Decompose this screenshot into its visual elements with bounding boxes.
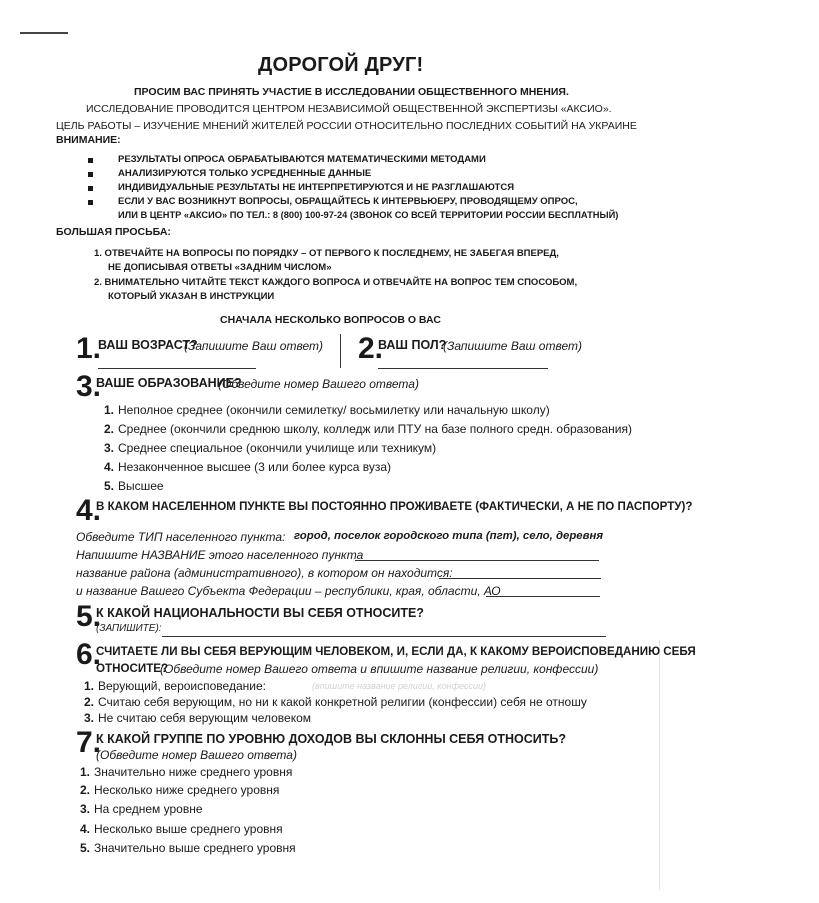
question-title: К КАКОЙ ГРУППЕ ПО УРОВНЮ ДОХОДОВ ВЫ СКЛОННЫ СЕБЯ ОТНОСИТЬ? <box>96 732 567 746</box>
option-text: Незаконченное высшее (3 или более курса вуза) <box>118 460 392 474</box>
question-hint: (Запишите Ваш ответ) <box>184 339 323 353</box>
option-number[interactable]: 5. <box>104 479 115 493</box>
option-text: Среднее специальное (окончили училище или техникум) <box>118 441 437 455</box>
page-title: ДОРОГОЙ ДРУГ! <box>258 54 424 76</box>
question-title-cont: ОТНОСИТЕ? <box>96 662 169 675</box>
option-text: Не считаю себя верующим человеком <box>98 711 312 725</box>
option-text: Считаю себя верующим, но ни к какой конкретной религии (конфессии) себя не отношу <box>98 695 587 709</box>
scan-mark <box>20 32 68 34</box>
question-title: В КАКОМ НАСЕЛЕННОМ ПУНКТЕ ВЫ ПОСТОЯННО ПРОЖИВАЕТЕ (ФАКТИЧЕСКИ, А НЕ ПО ПАСПОРТУ)? <box>96 500 693 513</box>
question-number: 2. <box>358 332 384 365</box>
option-number[interactable]: 4. <box>80 822 91 836</box>
question-number: 5. <box>76 600 102 633</box>
question-divider <box>340 334 341 368</box>
intro-line-2: ИССЛЕДОВАНИЕ ПРОВОДИТСЯ ЦЕНТРОМ НЕЗАВИСИМОЙ ОБЩЕСТВЕННОЙ ЭКСПЕРТИЗЫ «АКСИО». <box>86 103 612 115</box>
question-title: ВАШ ВОЗРАСТ? <box>98 338 198 352</box>
attention-item-1: РЕЗУЛЬТАТЫ ОПРОСА ОБРАБАТЫВАЮТСЯ МАТЕМАТИЧЕСКИМИ МЕТОДАМИ <box>118 154 486 165</box>
scan-edge-line <box>659 640 660 890</box>
settlement-name-field[interactable] <box>355 560 599 561</box>
question-number: 7. <box>76 726 102 759</box>
bullet-icon <box>88 158 93 163</box>
request-item-2: 2. ВНИМАТЕЛЬНО ЧИТАЙТЕ ТЕКСТ КАЖДОГО ВОПРОСА И ОТВЕЧАЙТЕ НА ВОПРОС ТЕМ СПОСОБОМ, <box>94 277 578 288</box>
question-hint: (Обведите номер Вашего ответа) <box>96 748 297 762</box>
option-number[interactable]: 3. <box>104 441 115 455</box>
question-hint: (Обведите номер Вашего ответа) <box>218 377 419 391</box>
question-hint: (Запишите Ваш ответ) <box>443 339 582 353</box>
attention-label: ВНИМАНИЕ: <box>56 134 121 146</box>
option-text: Среднее (окончили среднюю школу, колледж или ПТУ на базе полного средн. образования) <box>118 422 632 436</box>
nationality-field[interactable] <box>162 636 606 637</box>
option-number[interactable]: 2. <box>80 783 91 797</box>
bullet-icon <box>88 200 93 205</box>
option-text: Верующий, вероисповедание: <box>98 679 266 693</box>
option-text: Несколько выше среднего уровня <box>94 822 283 836</box>
question-number: 6. <box>76 638 102 671</box>
bullet-icon <box>88 172 93 177</box>
answer-line[interactable] <box>98 368 256 369</box>
attention-item-4: ЕСЛИ У ВАС ВОЗНИКНУТ ВОПРОСЫ, ОБРАЩАЙТЕСЬ К ИНТЕРВЬЮЕРУ, ПРОВОДЯЩЕМУ ОПРОС, <box>118 196 578 207</box>
question-number: 3. <box>76 370 102 403</box>
option-number[interactable]: 2. <box>84 695 95 709</box>
option-text: Несколько ниже среднего уровня <box>94 783 280 797</box>
option-number[interactable]: 2. <box>104 422 115 436</box>
request-item-1-cont: НЕ ДОПИСЫВАЯ ОТВЕТЫ «ЗАДНИМ ЧИСЛОМ» <box>108 262 332 273</box>
settlement-type-options[interactable]: город, поселок городского типа (пгт), село, деревня <box>294 530 604 542</box>
settlement-type-label: Обведите ТИП населенного пункта: <box>76 530 286 544</box>
question-title: К КАКОЙ НАЦИОНАЛЬНОСТИ ВЫ СЕБЯ ОТНОСИТЕ? <box>96 606 424 620</box>
attention-item-3: ИНДИВИДУАЛЬНЫЕ РЕЗУЛЬТАТЫ НЕ ИНТЕРПРЕТИРУЮТСЯ И НЕ РАЗГЛАШАЮТСЯ <box>118 182 515 193</box>
option-number[interactable]: 3. <box>80 802 91 816</box>
request-item-1: 1. ОТВЕЧАЙТЕ НА ВОПРОСЫ ПО ПОРЯДКУ – ОТ ПЕРВОГО К ПОСЛЕДНЕМУ, НЕ ЗАБЕГАЯ ВПЕРЕД, <box>94 248 559 259</box>
request-item-2-cont: КОТОРЫЙ УКАЗАН В ИНСТРУКЦИИ <box>108 291 275 302</box>
question-title: ВАШЕ ОБРАЗОВАНИЕ? <box>96 376 242 390</box>
option-number[interactable]: 1. <box>80 765 91 779</box>
question-number: 4. <box>76 494 102 527</box>
question-hint: (Обведите номер Вашего ответа и впишите название религии, конфессии) <box>160 662 599 676</box>
option-text: Значительно ниже среднего уровня <box>94 765 293 779</box>
settlement-name-label: Напишите НАЗВАНИЕ этого населенного пункта <box>76 548 364 562</box>
intro-line-1: ПРОСИМ ВАС ПРИНЯТЬ УЧАСТИЕ В ИССЛЕДОВАНИИ ОБЩЕСТВЕННОГО МНЕНИЯ. <box>134 86 569 98</box>
subject-field[interactable] <box>486 596 600 597</box>
intro-line-3: ЦЕЛЬ РАБОТЫ – ИЗУЧЕНИЕ МНЕНИЙ ЖИТЕЛЕЙ РОССИИ ОТНОСИТЕЛЬНО ПОСЛЕДНИХ СОБЫТИЙ НА УКРАИНЕ <box>56 120 637 132</box>
option-number[interactable]: 1. <box>104 403 115 417</box>
attention-item-4-cont: ИЛИ В ЦЕНТР «АКСИО» ПО ТЕЛ.: 8 (800) 100-97-24 (ЗВОНОК СО ВСЕЙ ТЕРРИТОРИИ РОССИИ БЕСПЛАТНЫЙ) <box>118 210 619 220</box>
section-title: СНАЧАЛА НЕСКОЛЬКО ВОПРОСОВ О ВАС <box>220 314 441 326</box>
religion-faint-hint: (впишите название религии, конфессии) <box>312 681 487 691</box>
question-title: ВАШ ПОЛ? <box>378 338 447 352</box>
request-label: БОЛЬШАЯ ПРОСЬБА: <box>56 226 171 238</box>
question-hint: (ЗАПИШИТЕ): <box>96 623 162 634</box>
district-label: название района (административного), в котором он находится: <box>76 566 453 580</box>
option-number[interactable]: 1. <box>84 679 95 693</box>
attention-item-2: АНАЛИЗИРУЮТСЯ ТОЛЬКО УСРЕДНЕННЫЕ ДАННЫЕ <box>118 168 372 179</box>
question-title: СЧИТАЕТЕ ЛИ ВЫ СЕБЯ ВЕРУЮЩИМ ЧЕЛОВЕКОМ, И, ЕСЛИ ДА, К КАКОМУ ВЕРОИСПОВЕДАНИЮ СЕБЯ <box>96 645 696 658</box>
option-number[interactable]: 3. <box>84 711 95 725</box>
option-number[interactable]: 5. <box>80 841 91 855</box>
district-field[interactable] <box>439 578 601 579</box>
option-text: На среднем уровне <box>94 802 203 816</box>
subject-label: и название Вашего Субъекта Федерации – республики, края, области, АО <box>76 584 501 598</box>
option-number[interactable]: 4. <box>104 460 115 474</box>
answer-line[interactable] <box>378 368 548 369</box>
option-text: Высшее <box>118 479 164 493</box>
option-text: Неполное среднее (окончили семилетку/ восьмилетку или начальную школу) <box>118 403 550 417</box>
option-text: Значительно выше среднего уровня <box>94 841 296 855</box>
bullet-icon <box>88 186 93 191</box>
question-number: 1. <box>76 332 102 365</box>
